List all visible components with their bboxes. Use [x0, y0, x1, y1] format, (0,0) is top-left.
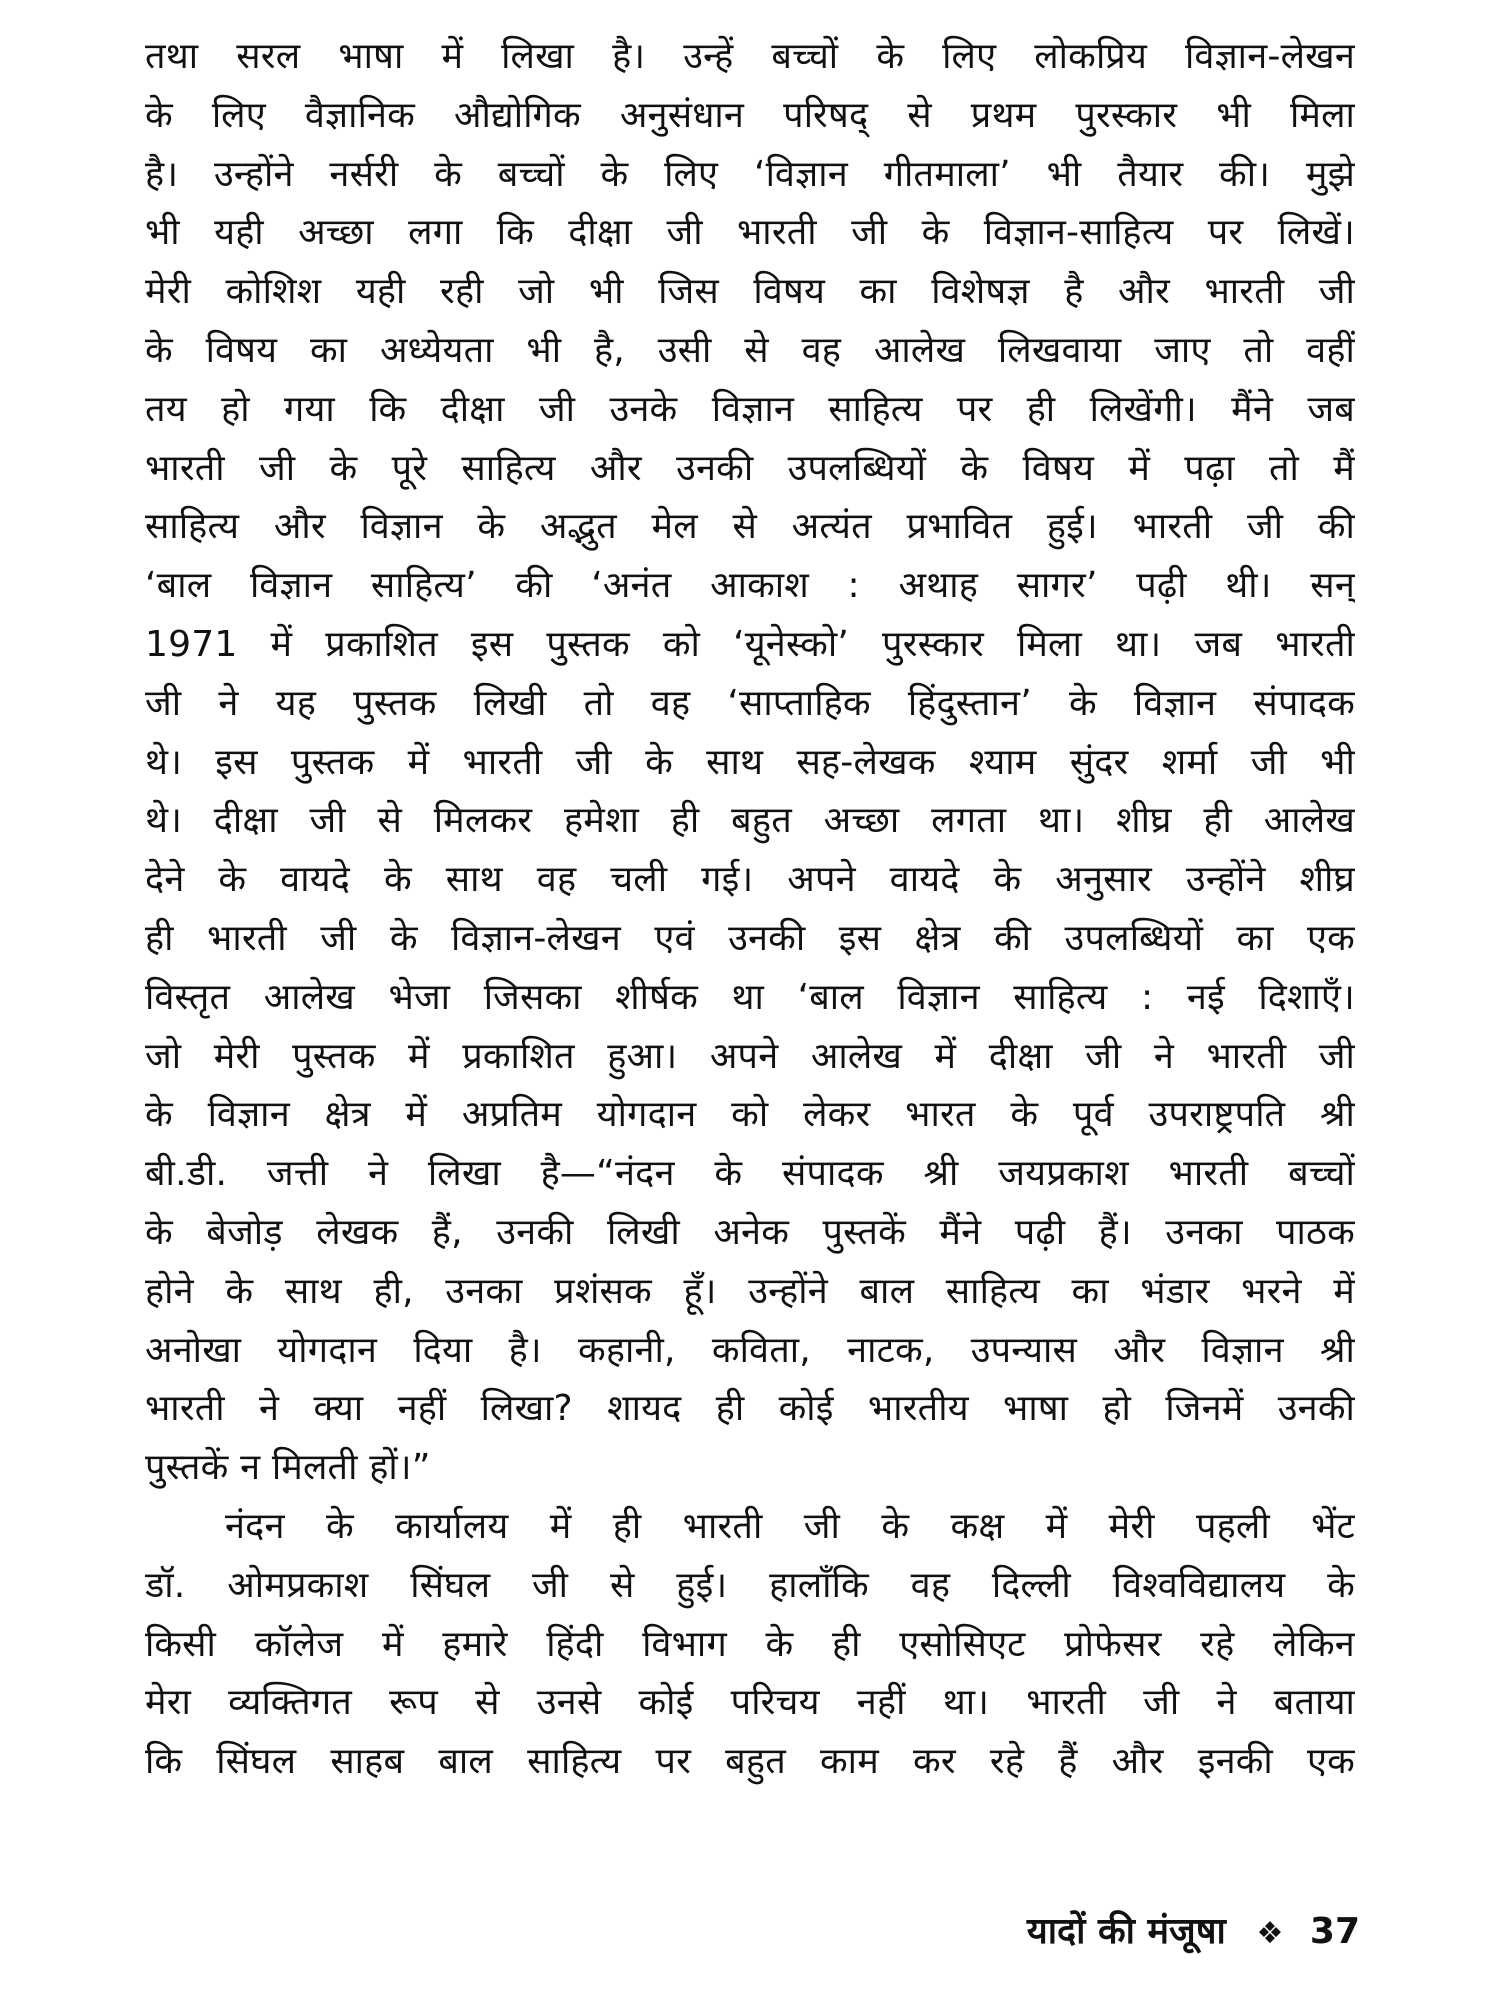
text-line: मेरी कोशिश यही रही जो भी जिस विषय का विशेषज्ञ है और भारती जी — [145, 271, 1355, 313]
text-line: मेरा व्यक्तिगत रूप से उनसे कोई परिचय नहीं था। भारती जी ने बताया — [145, 1682, 1355, 1724]
body-text — [145, 28, 1355, 1792]
text-line: जी ने यह पुस्तक लिखी तो वह ‘साप्ताहिक हिंदुस्तान’ के विज्ञान संपादक — [145, 682, 1355, 724]
text-line: होने के साथ ही, उनका प्रशंसक हूँ। उन्होंने बाल साहित्य का भंडार भरने में — [145, 1270, 1355, 1312]
text-line: तय हो गया कि दीक्षा जी उनके विज्ञान साहित्य पर ही लिखेंगी। मैंने जब — [145, 388, 1355, 430]
text-line: बी.डी. जत्ती ने लिखा है—“नंदन के संपादक श्री जयप्रकाश भारती बच्चों — [145, 1153, 1355, 1195]
text-line: थे। दीक्षा जी से मिलकर हमेशा ही बहुत अच्छा लगता था। शीघ्र ही आलेख — [145, 800, 1355, 842]
text-line: नंदन के कार्यालय में ही भारती जी के कक्ष में मेरी पहली भेंट — [225, 1505, 1355, 1547]
text-line: के बेजोड़ लेखक हैं, उनकी लिखी अनेक पुस्तकें मैंने पढ़ी हैं। उनका पाठक — [145, 1211, 1355, 1253]
text-line: भारती ने क्या नहीं लिखा? शायद ही कोई भारतीय भाषा हो जिनमें उनकी — [145, 1388, 1355, 1430]
ornament-icon: ❖ — [1256, 1916, 1284, 1951]
book-title: यादों की मंजूषा — [1026, 1911, 1226, 1952]
text-line: के विषय का अध्येयता भी है, उसी से वह आलेख लिखवाया जाए तो वहीं — [145, 329, 1355, 371]
text-line: पुस्तकें न मिलती हों।” — [145, 1447, 431, 1489]
text-line: तथा सरल भाषा में लिखा है। उन्हें बच्चों के लिए लोकप्रिय विज्ञान-लेखन — [145, 36, 1355, 77]
text-line: भी यही अच्छा लगा कि दीक्षा जी भारती जी के विज्ञान-साहित्य पर लिखें। — [145, 212, 1355, 254]
text-line: के विज्ञान क्षेत्र में अप्रतिम योगदान को लेकर भारत के पूर्व उपराष्ट्रपति श्री — [145, 1094, 1355, 1136]
text-line: भारती जी के पूरे साहित्य और उनकी उपलब्धियों के विषय में पढ़ा तो मैं — [145, 447, 1355, 489]
text-line: किसी कॉलेज में हमारे हिंदी विभाग के ही एसोसिएट प्रोफेसर रहे लेकिन — [145, 1623, 1355, 1665]
paragraph-1 — [145, 28, 1355, 1498]
text-line: ही भारती जी के विज्ञान-लेखन एवं उनकी इस क्षेत्र की उपलब्धियों का एक — [145, 917, 1355, 959]
text-line: है। उन्होंने नर्सरी के बच्चों के लिए ‘विज्ञान गीतमाला’ भी तैयार की। मुझे — [145, 153, 1355, 195]
text-line: 1971 में प्रकाशित इस पुस्तक को ‘यूनेस्को’ पुरस्कार मिला था। जब भारती — [145, 623, 1355, 665]
text-line: अनोखा योगदान दिया है। कहानी, कविता, नाटक, उपन्यास और विज्ञान श्री — [145, 1329, 1355, 1371]
text-line: के लिए वैज्ञानिक औद्योगिक अनुसंधान परिषद् से प्रथम पुरस्कार भी मिला — [145, 94, 1355, 136]
text-line: कि सिंघल साहब बाल साहित्य पर बहुत काम कर रहे हैं और इनकी एक — [145, 1741, 1355, 1783]
text-line: जो मेरी पुस्तक में प्रकाशित हुआ। अपने आलेख में दीक्षा जी ने भारती जी — [145, 1035, 1355, 1077]
text-line: डॉ. ओमप्रकाश सिंघल जी से हुई। हालाँकि वह दिल्ली विश्वविद्यालय के — [145, 1564, 1355, 1606]
text-line: साहित्य और विज्ञान के अद्भुत मेल से अत्यंत प्रभावित हुई। भारती जी की — [145, 506, 1355, 548]
text-line: ‘बाल विज्ञान साहित्य’ की ‘अनंत आकाश : अथाह सागर’ पढ़ी थी। सन् — [145, 565, 1355, 607]
page-footer — [1027, 1905, 1360, 1954]
text-line: थे। इस पुस्तक में भारती जी के साथ सह-लेखक श्याम सुंदर शर्मा जी भी — [145, 741, 1355, 783]
paragraph-2 — [145, 1498, 1355, 1792]
text-line: देने के वायदे के साथ वह चली गई। अपने वायदे के अनुसार उन्होंने शीघ्र — [145, 859, 1355, 901]
text-line: विस्तृत आलेख भेजा जिसका शीर्षक था ‘बाल विज्ञान साहित्य : नई दिशाएँ। — [145, 976, 1355, 1018]
page-number: 37 — [1309, 1911, 1360, 1952]
